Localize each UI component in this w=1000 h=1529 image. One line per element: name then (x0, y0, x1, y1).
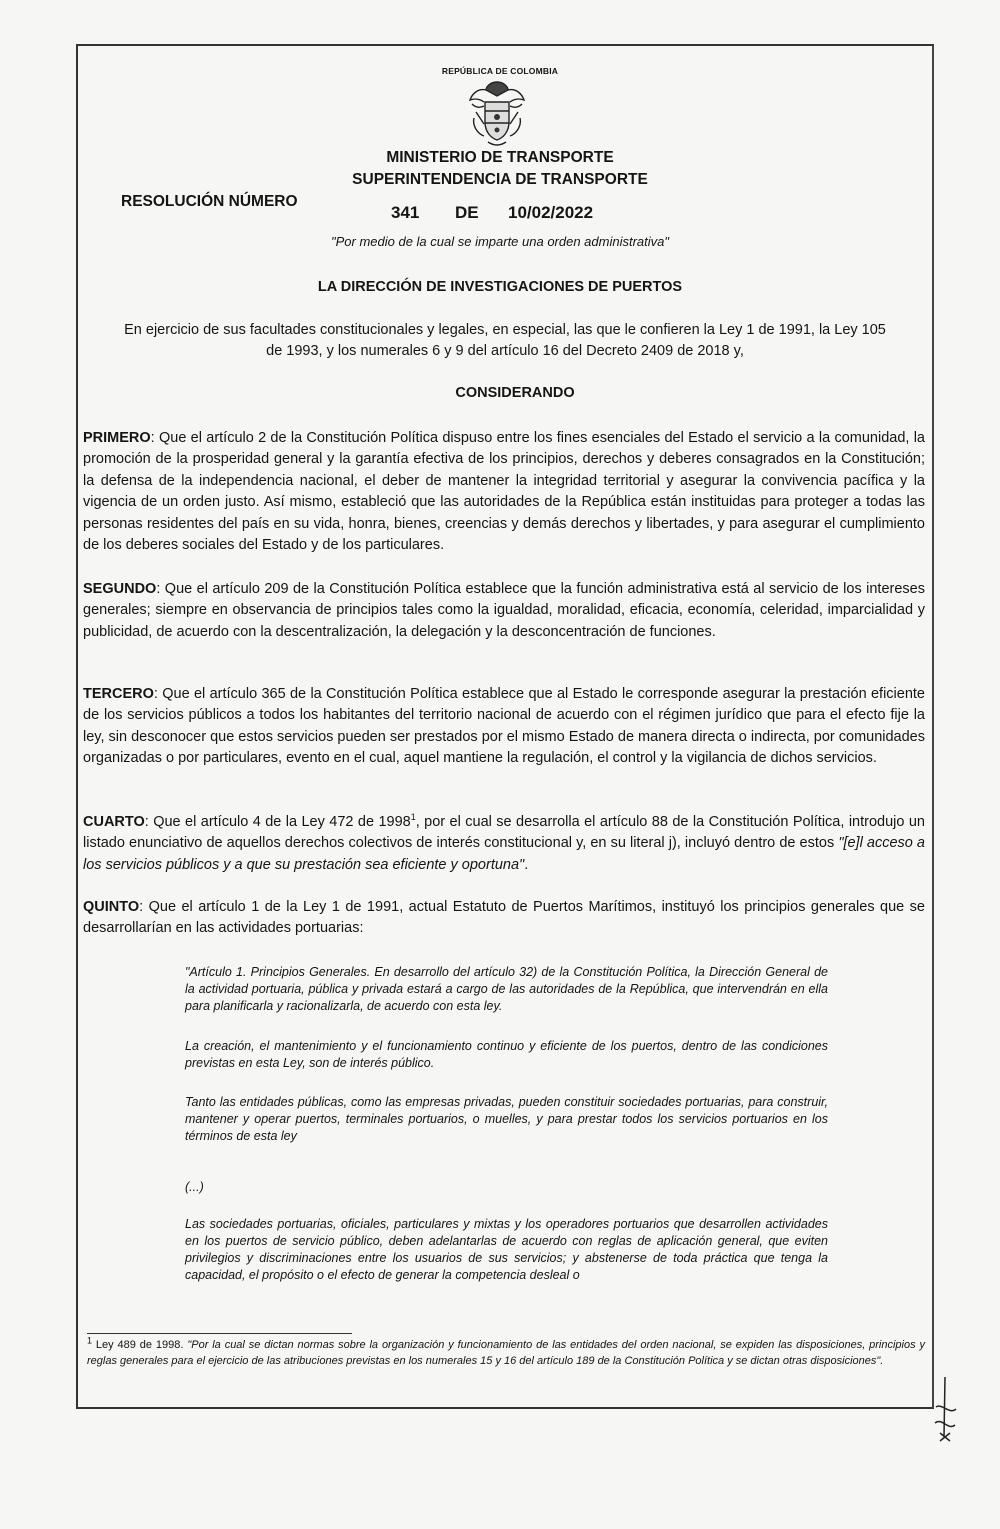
signature-initials-icon (930, 1375, 960, 1445)
paragraph-quinto (83, 897, 925, 940)
quote-paragraph: Tanto las entidades públicas, como las empresas privadas, pueden constituir sociedades portuarias, para construir, mantener y operar puertos, terminales portuarios, o muelles, y para prestar todos los servicios portuarios en los términos de esta ley (185, 1095, 828, 1143)
resolution-subtitle: "Por medio de la cual se imparte una orden administrativa" (330, 234, 669, 249)
footnote-ref: 1 (410, 812, 416, 823)
quote-paragraph: La creación, el mantenimiento y el funcionamiento continuo y eficiente de los puertos, dentro de las condiciones previstas en esta Ley, son de interés público. (185, 1039, 828, 1070)
country-heading: REPÚBLICA DE COLOMBIA (441, 66, 559, 76)
footnote-text: Ley 489 de 1998. (92, 1339, 188, 1351)
paragraph-text: : Que el artículo 2 de la Constitución Política dispuso entre los fines esenciales del Estado el servicio a la comunidad, la promoción de la prosperidad general y la garantía efectiva de los principios, derechos y deberes consagrados en la Constitución; la defensa de la independencia nacional, el deber de mantener la integridad territorial y asegurar la convivencia pacífica y la vigencia de un orden justo. Así mismo, estableció que las autoridades de la República están instituidas para proteger a todas las personas residentes del país en su vida, honra, bienes, creencias y demás derechos y libertades, y para asegurar el cumplimiento de los deberes sociales del Estado y de los particulares. (83, 430, 925, 554)
preamble: En ejercicio de sus facultades constitucionales y legales, en especial, las que le confieren la Ley 1 de 1991, la Ley 105 de 1993, y los numerales 6 y 9 del artículo 16 del Decreto 2409 de 2018 y, (124, 322, 886, 359)
quote-paragraph: Las sociedades portuarias, oficiales, particulares y mixtas y los operadores portuarios que desarrollen actividades en los puertos de servicio público, deben adelantarlas de acuerdo con reglas de aplicación general, que eviten privilegios y discriminaciones entre los usuarios de sus servicios; y abstenerse de toda práctica que tenga la capacidad, el propósito o el efecto de generar la competencia desleal o (185, 1217, 828, 1282)
resolution-date: 10/02/2022 (508, 203, 594, 222)
paragraph-lead: CUARTO (83, 814, 145, 830)
paragraph-lead: QUINTO (83, 899, 140, 915)
paragraph-text: : Que el artículo 4 de la Ley 472 de 1998 (144, 814, 411, 830)
paragraph-text: : Que el artículo 209 de la Constitución Política establece que la función administrativa está al servicio de los intereses generales; siempre en observancia de principios tales como la igualdad, moralidad, eficacia, economía, celeridad, imparcialidad y publicidad, de acuerdo con la descentralización, la delegación y la desconcentración de funciones. (83, 581, 925, 640)
quote-paragraph: "Artículo 1. Principios Generales. En desarrollo del artículo 32) de la Constitución Política, la Dirección General de la actividad portuaria, pública y privada estará a cargo de las autoridades de la República, que intervendrán en ella para planificarla y racionalizarla, de acuerdo con esta ley. (185, 965, 828, 1013)
superintendency-name: SUPERINTENDENCIA DE TRANSPORTE (352, 171, 648, 188)
footnote (87, 1335, 925, 1369)
ministry-name: MINISTERIO DE TRANSPORTE (386, 149, 614, 166)
paragraph-segundo (83, 579, 925, 643)
paragraph-quote: "[e]l acceso a los servicios públicos y a que su prestación sea eficiente y oportuna" (83, 835, 925, 873)
paragraph-lead: TERCERO (83, 686, 154, 702)
paragraph-tercero (83, 684, 925, 770)
paragraph-text: : Que el artículo 1 de la Ley 1 de 1991, actual Estatuto de Puertos Marítimos, instituyó los principios generales que se desarrollarían en las actividades portuarias: (83, 899, 925, 937)
paragraph-text: : Que el artículo 365 de la Constitución Política establece que al Estado le corresponde asegurar la prestación eficiente de los servicios públicos a todos los habitantes del territorio nacional de acuerdo con el régimen jurídico que para el efecto fije la ley, sin desconocer que estos servicios pueden ser prestados por el mismo Estado de manera directa o indirecta, por comunidades organizadas o por particulares, evento en el cual, aquel mantiene la regulación, el control y la vigilancia de dichos servicios. (83, 686, 925, 767)
paragraph-text: , por el cual se desarrolla el artículo 88 de la Constitución Política, introdujo un listado enunciativo de aquellos derechos colectivos de interés constitucional y, en su literal j), incluyó dentro de estos (83, 814, 925, 852)
footnote-quote: "Por la cual se dictan normas sobre la organización y funcionamiento de las entidades del orden nacional, se expiden las disposiciones, principios y reglas generales para el ejercicio de las atribuciones previstas en los numerales 15 y 16 del artículo 189 de la Constitución Política y se dictan otras disposiciones". (87, 1339, 925, 1367)
resolution-de: DE (455, 203, 479, 222)
coat-of-arms-icon (466, 78, 528, 150)
paragraph-lead: SEGUNDO (83, 581, 157, 597)
paragraph-text: . (524, 856, 529, 873)
footnote-divider (87, 1333, 352, 1334)
paragraph-primero (83, 428, 925, 556)
quote-ellipsis: (...) (185, 1180, 204, 1194)
issuing-office: LA DIRECCIÓN DE INVESTIGACIONES DE PUERTOS (317, 279, 683, 295)
footnote-mark: 1 (87, 1335, 93, 1346)
resolution-label: RESOLUCIÓN NÚMERO (121, 193, 298, 210)
resolution-number: 341 (391, 203, 420, 222)
paragraph-lead: PRIMERO (83, 430, 151, 446)
considerando-heading: CONSIDERANDO (455, 385, 575, 401)
paragraph-cuarto (83, 812, 925, 876)
